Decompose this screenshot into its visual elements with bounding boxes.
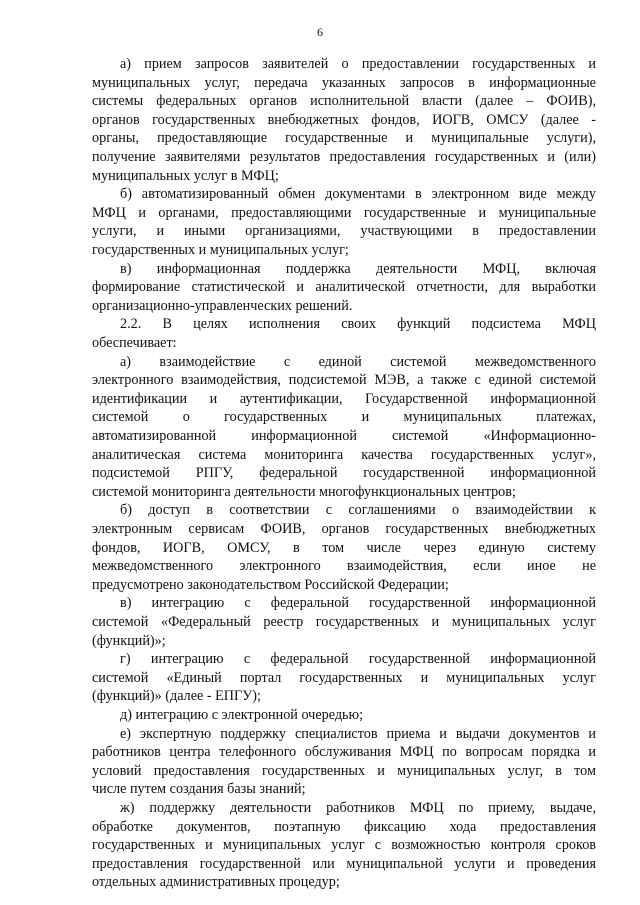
- text-line: (функций)»;: [92, 632, 166, 649]
- text-line: предоставления государственной или муниципальной услуги и проведения: [92, 855, 596, 872]
- text-line: электронного взаимодействия, подсистемой МЭВ, а также с единой системой: [92, 372, 596, 389]
- text-line: подсистемой РПГУ, федеральной государственной информационной: [92, 465, 596, 482]
- text-line: услуги, и иными организациями, участвующими в предоставлении: [92, 223, 596, 240]
- text-line: г) интеграцию с федеральной государственной информационной: [120, 651, 596, 668]
- text-line: в) информационная поддержка деятельности МФЦ, включая: [120, 260, 596, 277]
- text-line: электронным сервисам ФОИВ, органов государственных внебюджетных: [92, 521, 596, 537]
- text-line: аналитическая система мониторинга качества государственных услуг»,: [92, 446, 596, 463]
- text-line: предусмотрено законодательством Российской Федерации;: [92, 576, 449, 593]
- text-line: числе путем создания базы знаний;: [92, 781, 306, 798]
- text-line: идентификации и аутентификации, Государственной информационной: [92, 390, 596, 407]
- text-line: обработке документов, поэтапную фиксацию хода предоставления: [92, 818, 596, 835]
- text-line: отдельных административных процедур;: [92, 874, 340, 891]
- text-line: (функций)» (далее - ЕПГУ);: [92, 688, 261, 705]
- text-line: б) автоматизированный обмен документами в электронном виде между: [120, 186, 596, 203]
- text-line: е) экспертную поддержку специалистов приема и выдачи документов и: [120, 725, 596, 742]
- text-line: 2.2. В целях исполнения своих функций подсистема МФЦ: [120, 316, 596, 333]
- text-line: системой о государственных и муниципальных платежах,: [92, 409, 596, 426]
- page-number: 6: [317, 25, 323, 39]
- text-line: б) доступ в соответствии с соглашениями о взаимодействии к: [120, 502, 596, 519]
- text-line: межведомственного электронного взаимодействия, если иное не: [92, 558, 596, 575]
- text-line: в) интеграцию с федеральной государственной информационной: [120, 595, 596, 612]
- text-line: ж) поддержку деятельности работников МФЦ по приему, выдаче,: [120, 800, 596, 816]
- text-line: системы федеральных органов исполнительной власти (далее – ФОИВ),: [92, 93, 596, 110]
- text-line: а) взаимодействие с единой системой межведомственного: [120, 353, 596, 370]
- text-line: муниципальных услуг, передача указанных запросов в информационные: [92, 74, 596, 91]
- text-line: системой «Федеральный реестр государственных и муниципальных услуг: [92, 614, 596, 630]
- text-line: органы, предоставляющие государственные и муниципальные услуги),: [92, 130, 596, 147]
- text-line: а) прием запросов заявителей о предоставлении государственных и: [120, 56, 596, 72]
- text-line: получение заявителями результатов предоставления государственных и (или): [92, 149, 596, 165]
- text-line: фондов, ИОГВ, ОМСУ, в том числе через единую систему: [92, 539, 596, 556]
- text-line: системой «Единый портал государственных и муниципальных услуг: [92, 669, 596, 686]
- text-line: муниципальных услуг в МФЦ;: [92, 167, 279, 184]
- text-line: государственных и муниципальных услуг;: [92, 242, 349, 258]
- text-line: обеспечивает:: [92, 335, 177, 351]
- text-line: государственных и муниципальных услуг с возможностью контроля сроков: [92, 837, 596, 854]
- text-line: органов государственных внебюджетных фондов, ИОГВ, ОМСУ (далее -: [92, 111, 596, 128]
- text-line: автоматизированной информационной системой «Информационно-: [92, 428, 596, 444]
- text-line: д) интеграцию с электронной очередью;: [120, 707, 364, 723]
- text-line: условий предоставления государственных и муниципальных услуг, в том: [92, 762, 596, 779]
- text-line: организационно-управленческих решений.: [92, 297, 353, 314]
- text-line: МФЦ и органами, предоставляющими государственные и муниципальные: [92, 204, 596, 221]
- text-line: работников центра телефонного обслуживания МФЦ по вопросам порядка и: [92, 744, 596, 761]
- text-line: формирование статистической и аналитической отчетности, для выработки: [92, 279, 596, 296]
- text-line: системой мониторинга деятельности многофункциональных центров;: [92, 483, 516, 500]
